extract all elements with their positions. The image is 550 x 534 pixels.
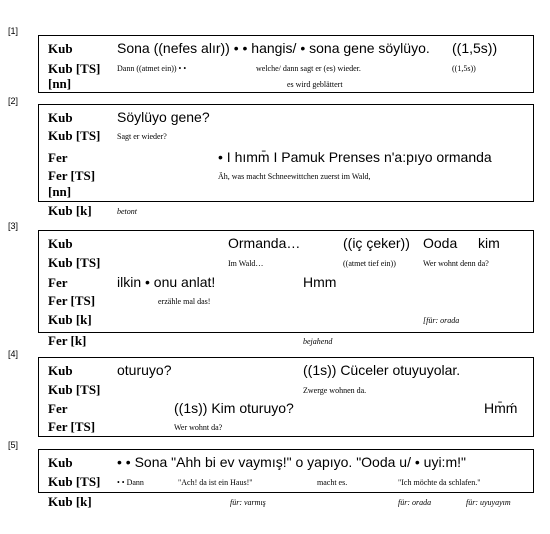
translation: ((atmet tief ein)) (343, 259, 396, 268)
segment-number: [2] (8, 96, 19, 106)
speaker-label: Kub [k] (48, 494, 92, 509)
speaker-label: Kub [TS] (48, 61, 101, 76)
utterance: ((iç çeker)) (343, 235, 410, 251)
speaker-label: Fer [k] (48, 333, 87, 348)
comment: betont (117, 207, 137, 216)
translation: macht es. (317, 478, 348, 487)
translation: Im Wald… (228, 259, 264, 268)
speaker-label: Kub (48, 363, 73, 378)
comment: für: orada (398, 498, 432, 507)
speaker-label: Kub [k] (48, 312, 92, 327)
translation: "Ach! da ist ein Haus!" (178, 478, 253, 487)
translation: Dann ((atmet ein)) • • (117, 64, 187, 73)
utterance: Hmm (303, 274, 337, 290)
speaker-label: Fer [TS] (48, 419, 96, 434)
speaker-label: Kub [k] (48, 203, 92, 218)
utterance: Ormanda… (228, 235, 301, 251)
speaker-label: Kub (48, 41, 73, 56)
utterance: Söylüyo gene? (117, 109, 210, 125)
utterance: ((1s)) Kim oturuyo? (174, 400, 294, 416)
utterance: kim (478, 235, 500, 251)
speaker-label: Fer [TS] (48, 168, 96, 183)
translation: Wer wohnt da? (174, 423, 223, 432)
utterance: oturuyo? (117, 362, 172, 378)
speaker-label: Kub [TS] (48, 474, 101, 489)
translation: "Ich möchte da schlafen." (398, 478, 481, 487)
segment-number: [4] (8, 349, 19, 359)
comment: [für: orada (423, 316, 460, 325)
speaker-label: Kub (48, 455, 73, 470)
speaker-label: Kub [TS] (48, 255, 101, 270)
speaker-label: Fer [TS] (48, 293, 96, 308)
utterance: ilkin • onu anlat! (117, 274, 216, 290)
speaker-label: Kub (48, 236, 73, 251)
translation: erzähle mal das! (158, 297, 211, 306)
comment: es wird geblättert (287, 80, 343, 89)
comment: für: uyuyayım (466, 498, 511, 507)
speaker-label: Fer (48, 150, 68, 165)
utterance: Hm̄ḿ (484, 400, 518, 416)
utterance: ((1s)) Cüceler otuyuyolar. (303, 362, 461, 378)
speaker-label: Kub [TS] (48, 128, 101, 143)
translation: Wer wohnt denn da? (423, 259, 489, 268)
speaker-label: [nn] (48, 76, 72, 91)
speaker-label: Fer (48, 275, 68, 290)
segment-number: [3] (8, 221, 19, 231)
translation: ((1,5s)) (452, 64, 476, 73)
comment: bejahend (303, 337, 333, 346)
speaker-label: Kub (48, 110, 73, 125)
segment-number: [1] (8, 26, 19, 36)
speaker-label: [nn] (48, 184, 72, 199)
segment-number: [5] (8, 440, 19, 450)
comment: für: varmış (230, 498, 266, 507)
translation: Äh, was macht Schneewittchen zuerst im Wald, (218, 172, 371, 181)
utterance: • • Sona "Ahh bi ev vaymış!" o yapıyo. "Ooda u/ • uyi:m!" (117, 454, 466, 470)
utterance: • I hımm̄ I Pamuk Prenses n'a:pıyo ormanda (218, 149, 492, 165)
translation: Zwerge wohnen da. (303, 386, 367, 395)
speaker-label: Fer (48, 401, 68, 416)
translation: welche/ dann sagt er (es) wieder. (256, 64, 361, 73)
translation: Sagt er wieder? (117, 132, 167, 141)
utterance: Sona ((nefes alır)) • • hangis/ • sona gene söylüyo. (117, 40, 430, 56)
utterance: Ooda (423, 235, 458, 251)
translation: • • Dann (117, 478, 144, 487)
speaker-label: Kub [TS] (48, 382, 101, 397)
pause-annotation: ((1,5s)) (452, 40, 498, 56)
